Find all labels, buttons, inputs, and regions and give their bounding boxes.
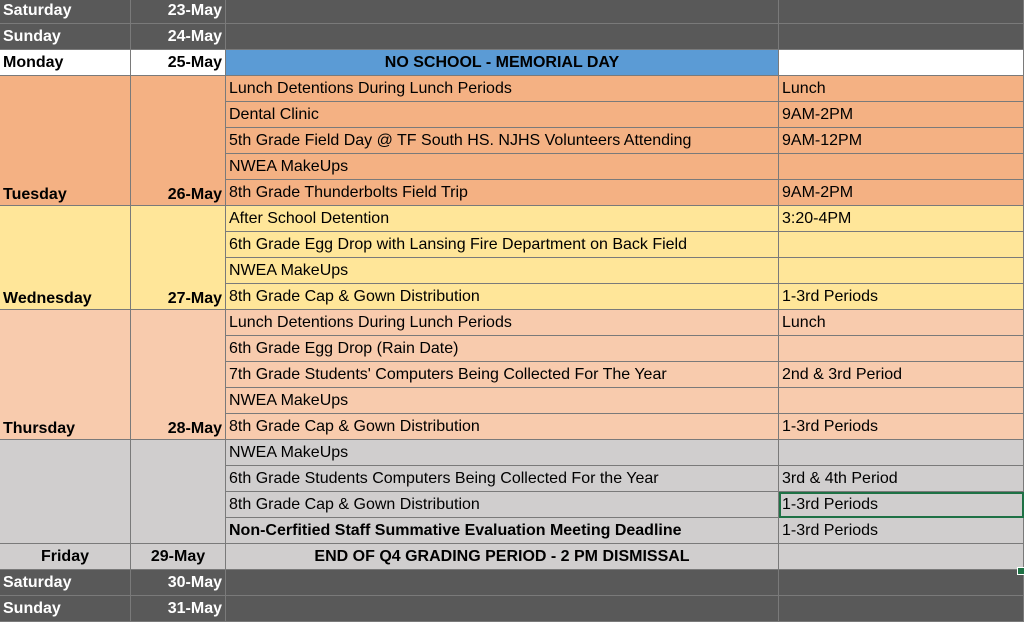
time-cell[interactable]: 9AM-2PM: [779, 102, 1024, 128]
friday-blank-cell[interactable]: [131, 440, 226, 544]
day-cell[interactable]: Sunday: [0, 596, 131, 622]
holiday-banner[interactable]: NO SCHOOL - MEMORIAL DAY: [226, 50, 779, 76]
time-cell[interactable]: [779, 440, 1024, 466]
selected-cell[interactable]: 1-3rd Periods: [779, 492, 1024, 518]
event-cell[interactable]: [226, 24, 779, 50]
date-cell[interactable]: 30-May: [131, 570, 226, 596]
day-cell[interactable]: Saturday: [0, 570, 131, 596]
friday-blank-cell[interactable]: [0, 440, 131, 544]
day-cell[interactable]: Wednesday: [0, 206, 131, 310]
event-cell[interactable]: 8th Grade Thunderbolts Field Trip: [226, 180, 779, 206]
time-cell[interactable]: [779, 388, 1024, 414]
event-cell[interactable]: 6th Grade Egg Drop with Lansing Fire Department on Back Field: [226, 232, 779, 258]
event-cell[interactable]: Non-Cerfitied Staff Summative Evaluation Meeting Deadline: [226, 518, 779, 544]
day-cell[interactable]: Thursday: [0, 310, 131, 440]
date-cell[interactable]: 26-May: [131, 76, 226, 206]
date-cell[interactable]: 25-May: [131, 50, 226, 76]
time-cell[interactable]: [779, 232, 1024, 258]
time-cell[interactable]: [779, 258, 1024, 284]
time-cell[interactable]: [779, 336, 1024, 362]
event-cell[interactable]: 6th Grade Students Computers Being Collected For the Year: [226, 466, 779, 492]
date-cell[interactable]: 28-May: [131, 310, 226, 440]
day-cell[interactable]: Tuesday: [0, 76, 131, 206]
time-cell[interactable]: 1-3rd Periods: [779, 414, 1024, 440]
event-cell[interactable]: [226, 0, 779, 24]
time-cell[interactable]: 9AM-2PM: [779, 180, 1024, 206]
event-cell[interactable]: 8th Grade Cap & Gown Distribution: [226, 492, 779, 518]
time-cell[interactable]: 1-3rd Periods: [779, 518, 1024, 544]
event-cell[interactable]: NWEA MakeUps: [226, 388, 779, 414]
event-cell[interactable]: 6th Grade Egg Drop (Rain Date): [226, 336, 779, 362]
date-cell[interactable]: 27-May: [131, 206, 226, 310]
event-cell[interactable]: 7th Grade Students' Computers Being Collected For The Year: [226, 362, 779, 388]
day-cell[interactable]: Saturday: [0, 0, 131, 24]
event-cell[interactable]: Lunch Detentions During Lunch Periods: [226, 310, 779, 336]
date-cell[interactable]: 29-May: [131, 544, 226, 570]
day-cell[interactable]: Sunday: [0, 24, 131, 50]
time-cell[interactable]: [779, 544, 1024, 570]
event-cell[interactable]: [226, 596, 779, 622]
time-cell[interactable]: 9AM-12PM: [779, 128, 1024, 154]
time-cell[interactable]: [779, 50, 1024, 76]
fill-handle[interactable]: [1017, 567, 1024, 575]
event-cell[interactable]: 8th Grade Cap & Gown Distribution: [226, 414, 779, 440]
event-cell[interactable]: NWEA MakeUps: [226, 258, 779, 284]
event-cell[interactable]: NWEA MakeUps: [226, 154, 779, 180]
time-cell[interactable]: 2nd & 3rd Period: [779, 362, 1024, 388]
date-cell[interactable]: 23-May: [131, 0, 226, 24]
time-cell[interactable]: 1-3rd Periods: [779, 284, 1024, 310]
date-cell[interactable]: 31-May: [131, 596, 226, 622]
event-cell[interactable]: After School Detention: [226, 206, 779, 232]
time-cell[interactable]: [779, 596, 1024, 622]
event-cell[interactable]: [226, 570, 779, 596]
event-cell[interactable]: Lunch Detentions During Lunch Periods: [226, 76, 779, 102]
event-cell[interactable]: NWEA MakeUps: [226, 440, 779, 466]
day-cell[interactable]: Friday: [0, 544, 131, 570]
time-cell[interactable]: 3:20-4PM: [779, 206, 1024, 232]
event-cell[interactable]: Dental Clinic: [226, 102, 779, 128]
time-cell[interactable]: [779, 0, 1024, 24]
time-cell[interactable]: [779, 24, 1024, 50]
time-cell[interactable]: [779, 570, 1024, 596]
time-cell[interactable]: Lunch: [779, 76, 1024, 102]
event-cell[interactable]: 8th Grade Cap & Gown Distribution: [226, 284, 779, 310]
event-cell[interactable]: 5th Grade Field Day @ TF South HS. NJHS Volunteers Attending: [226, 128, 779, 154]
time-cell[interactable]: [779, 154, 1024, 180]
date-cell[interactable]: 24-May: [131, 24, 226, 50]
day-cell[interactable]: Monday: [0, 50, 131, 76]
time-cell[interactable]: Lunch: [779, 310, 1024, 336]
grading-banner[interactable]: END OF Q4 GRADING PERIOD - 2 PM DISMISSAL: [226, 544, 779, 570]
time-cell[interactable]: 3rd & 4th Period: [779, 466, 1024, 492]
